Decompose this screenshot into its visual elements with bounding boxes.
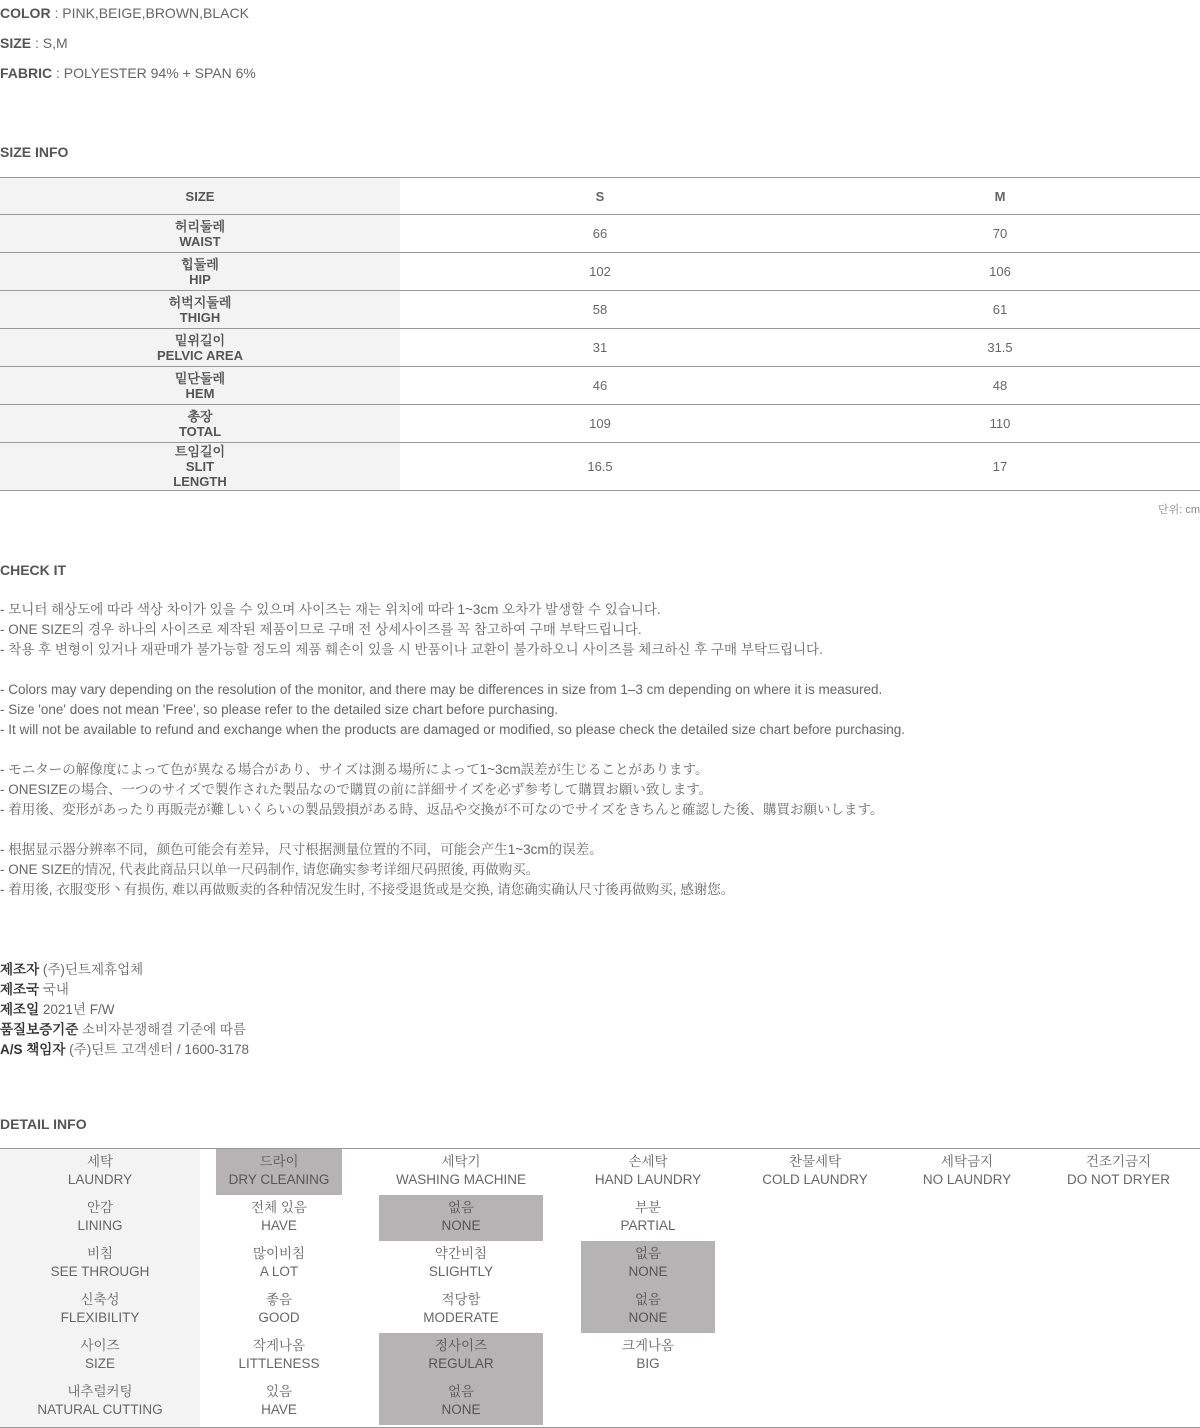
- cell-s: 102: [589, 264, 611, 279]
- maker-value: (주)딘트제휴업체: [42, 962, 144, 977]
- detail-info-title: DETAIL INFO: [0, 1116, 87, 1132]
- detail-option: [1037, 1149, 1200, 1195]
- notes-japanese: [0, 760, 905, 820]
- detail-option-ko: 전체 있음: [251, 1200, 307, 1215]
- detail-option-ko: 세탁기: [441, 1154, 481, 1169]
- note-line: - ONE SIZE的情况, 代表此商品只以单一尺码制作, 请您确实参考详细尺码照後, 再做购买。: [0, 862, 540, 877]
- detail-option-ko: 건조기금지: [1085, 1154, 1152, 1169]
- cell-m: 61: [992, 302, 1008, 317]
- detail-option: [379, 1241, 543, 1287]
- color-value: PINK,BEIGE,BROWN,BLACK: [62, 5, 249, 21]
- cell-m: 31.5: [987, 340, 1013, 355]
- detail-option-en: NONE: [441, 1402, 481, 1417]
- size-table: [0, 177, 1200, 491]
- row-label-en: SLIT: [185, 459, 215, 474]
- row-label-ko: 힙둘레: [181, 256, 219, 272]
- check-it-title: CHECK IT: [0, 562, 67, 578]
- detail-option-selected: [581, 1287, 715, 1333]
- cell-s: 58: [592, 302, 608, 317]
- maker-label: 제조일: [0, 1002, 40, 1017]
- table-row: [0, 329, 1200, 367]
- detail-option: [581, 1149, 715, 1195]
- maker-label: 제조국: [0, 982, 40, 997]
- detail-option-en: COLD LAUNDRY: [762, 1172, 868, 1187]
- maker-row: [0, 1000, 249, 1020]
- detail-label-en: FLEXIBILITY: [60, 1310, 140, 1325]
- detail-info-grid: [0, 1148, 1200, 1428]
- detail-option: [903, 1149, 1031, 1195]
- color-label: COLOR: [0, 5, 51, 21]
- detail-label-ko: 안감: [86, 1200, 114, 1215]
- table-row: [0, 405, 1200, 443]
- detail-label-en: LINING: [77, 1218, 123, 1233]
- detail-label-en: LAUNDRY: [67, 1172, 133, 1187]
- detail-option-en: NONE: [441, 1218, 481, 1233]
- row-label-ko: 밑단둘레: [174, 370, 226, 386]
- detail-option-en: HAVE: [261, 1218, 297, 1233]
- detail-row-label: [0, 1333, 200, 1379]
- cell-m: 106: [989, 264, 1011, 279]
- row-label: [0, 215, 400, 253]
- detail-option-en: NONE: [628, 1310, 668, 1325]
- detail-option-en: WASHING MACHINE: [395, 1172, 526, 1187]
- detail-label-ko: 신축성: [80, 1292, 120, 1307]
- detail-row-label: [0, 1287, 200, 1333]
- size-line: SIZE : S,M: [0, 35, 68, 51]
- detail-option-en: LITTLENESS: [238, 1356, 320, 1371]
- row-label-en: THIGH: [179, 309, 221, 325]
- notes-korean: [0, 600, 905, 660]
- cell-s: 66: [592, 226, 608, 241]
- cell-m: 17: [992, 459, 1008, 474]
- detail-option-ko: 작게나옴: [252, 1338, 306, 1353]
- row-label-en: HEM: [185, 385, 215, 401]
- detail-option-en: REGULAR: [428, 1356, 494, 1371]
- size-info-title: SIZE INFO: [0, 144, 69, 160]
- detail-option: [216, 1241, 342, 1287]
- detail-label-en: SEE THROUGH: [50, 1264, 150, 1279]
- detail-option: [216, 1195, 342, 1241]
- row-label-en: PELVIC AREA: [157, 347, 243, 363]
- detail-option-en: MODERATE: [423, 1310, 499, 1325]
- size-label: SIZE: [0, 35, 32, 51]
- detail-option-ko: 있음: [265, 1384, 293, 1399]
- detail-option-en: DO NOT DRYER: [1066, 1172, 1171, 1187]
- detail-option: [748, 1149, 882, 1195]
- detail-label-en: SIZE: [84, 1356, 115, 1371]
- detail-option-selected: [216, 1149, 342, 1195]
- row-label-en: HIP: [189, 271, 211, 287]
- detail-option-ko: 적당함: [441, 1292, 481, 1307]
- detail-option-ko: 없음: [634, 1246, 662, 1261]
- row-label-ko: 총장: [187, 408, 213, 424]
- detail-option-en: A LOT: [259, 1264, 299, 1279]
- cell-s: 16.5: [587, 459, 613, 474]
- detail-option: [379, 1149, 543, 1195]
- detail-option-ko: 찬물세탁: [788, 1154, 842, 1169]
- detail-label-en: NATURAL CUTTING: [37, 1402, 163, 1417]
- note-line: - ONE SIZE의 경우 하나의 사이즈로 제작된 제품이므로 구매 전 상세사이즈를 꼭 참고하여 구매 부탁드립니다.: [0, 622, 642, 637]
- cell-s: 109: [589, 416, 611, 431]
- note-line: - ONESIZEの場合、一つのサイズで製作された製品なので購買の前に詳細サイズを必ず参考して購買お願い致します。: [0, 782, 713, 797]
- table-row: [0, 367, 1200, 405]
- check-it-notes: [0, 600, 905, 920]
- note-line: - It will not be available to refund and exchange when the products are damaged or modified, so please check the detailed size chart before purchasing.: [0, 722, 906, 737]
- size-header-m: M: [994, 188, 1006, 204]
- maker-label: A/S 책임자: [0, 1042, 66, 1057]
- detail-option-en: NONE: [628, 1264, 668, 1279]
- detail-option-ko: 없음: [447, 1384, 475, 1399]
- detail-option: [216, 1379, 342, 1425]
- detail-option-en: GOOD: [258, 1310, 300, 1325]
- detail-option-en: HAND LAUNDRY: [594, 1172, 702, 1187]
- detail-option-en: DRY CLEANING: [228, 1172, 330, 1187]
- cell-m: 48: [992, 378, 1008, 393]
- maker-row: [0, 1040, 249, 1060]
- table-row: [0, 291, 1200, 329]
- size-table-header: [0, 178, 1200, 215]
- detail-option-ko: 부분: [634, 1200, 662, 1215]
- maker-value: 국내: [42, 982, 69, 997]
- row-label: [0, 367, 400, 405]
- cell-m: 70: [992, 226, 1008, 241]
- note-line: - Size 'one' does not mean 'Free', so please refer to the detailed size chart before purchasing.: [0, 702, 559, 717]
- maker-row: [0, 980, 249, 1000]
- row-label: [0, 291, 400, 329]
- cell-s: 46: [592, 378, 608, 393]
- table-row: [0, 215, 1200, 253]
- row-label: [0, 329, 400, 367]
- row-label: [0, 443, 400, 491]
- row-label-ko: 트임길이: [174, 444, 226, 459]
- row-label: [0, 405, 400, 443]
- detail-row-label: [0, 1149, 200, 1195]
- row-label: [0, 253, 400, 291]
- note-line: - 모니터 해상도에 따라 색상 차이가 있을 수 있으며 사이즈는 재는 위치에 따라 1~3cm 오차가 발생할 수 있습니다.: [0, 602, 661, 617]
- row-label-en: TOTAL: [178, 423, 222, 439]
- detail-option-ko: 많이비침: [252, 1246, 306, 1261]
- detail-option: [216, 1287, 342, 1333]
- detail-label-ko: 사이즈: [80, 1338, 120, 1353]
- detail-option-en: SLIGHTLY: [428, 1264, 494, 1279]
- detail-label-ko: 비침: [86, 1246, 114, 1261]
- maker-label: 제조자: [0, 962, 40, 977]
- note-line: - Colors may vary depending on the resolution of the monitor, and there may be differences in size from 1–3 cm depending on where it is measured.: [0, 682, 883, 697]
- note-line: - 着用後, 衣服变形丶有损伤, 难以再做贩卖的各种情况发生时, 不接受退货或是交换, 请您确实确认尺寸後再做购买, 感谢您。: [0, 882, 735, 897]
- note-line: - モニターの解像度によって色が異なる場合があり、サイズは測る場所によって1~3cm誤差が生じることがあります。: [0, 762, 709, 777]
- manufacturer-info: [0, 960, 249, 1060]
- detail-option-en: HAVE: [261, 1402, 297, 1417]
- row-label-ko: 허벅지둘레: [168, 294, 232, 310]
- detail-option-ko: 세탁금지: [940, 1154, 994, 1169]
- detail-option-ko: 손세탁: [628, 1154, 668, 1169]
- note-line: - 根据显示器分辨率不同，颜色可能会有差异，尺寸根据测量位置的不同，可能会产生1~3cm的误差。: [0, 842, 603, 857]
- maker-value: 소비자분쟁해결 기준에 따름: [82, 1022, 247, 1037]
- row-label-en-2: LENGTH: [173, 474, 227, 489]
- detail-option-ko: 없음: [447, 1200, 475, 1215]
- detail-label-ko: 내추럴커팅: [67, 1384, 133, 1399]
- maker-value: 2021년 F/W: [42, 1002, 115, 1017]
- detail-row-label: [0, 1379, 200, 1425]
- detail-option: [581, 1333, 715, 1379]
- size-header-label: SIZE: [0, 178, 400, 215]
- detail-row-label: [0, 1195, 200, 1241]
- cell-s: 31: [592, 340, 608, 355]
- detail-option-en: BIG: [636, 1356, 660, 1371]
- unit-note: 단위: cm: [1157, 504, 1200, 516]
- row-label-ko: 밑위길이: [174, 332, 226, 348]
- notes-chinese: [0, 840, 905, 900]
- detail-option: [581, 1195, 715, 1241]
- detail-option-ko: 정사이즈: [434, 1338, 488, 1353]
- detail-option-selected: [379, 1379, 543, 1425]
- maker-row: [0, 960, 249, 980]
- color-line: COLOR : PINK,BEIGE,BROWN,BLACK: [0, 5, 249, 21]
- detail-option: [216, 1333, 342, 1379]
- fabric-label: FABRIC: [0, 65, 53, 81]
- note-line: - 着用後、変形があったり再販売が難しいくらいの製品毀損がある時、返品や交換が不可なのでサイズをきちんと確認した後、購買お願いします。: [0, 802, 884, 817]
- size-value: S,M: [42, 35, 68, 51]
- row-label-ko: 허리둘레: [174, 218, 226, 234]
- detail-option-en: NO LAUNDRY: [922, 1172, 1012, 1187]
- row-label-en: WAIST: [179, 233, 221, 249]
- detail-option-en: PARTIAL: [620, 1218, 676, 1233]
- detail-row-label: [0, 1241, 200, 1287]
- detail-option-selected: [379, 1333, 543, 1379]
- table-row: [0, 443, 1200, 491]
- detail-option-ko: 크게나옴: [621, 1338, 675, 1353]
- maker-label: 품질보증기준: [0, 1022, 79, 1037]
- fabric-line: FABRIC : POLYESTER 94% + SPAN 6%: [0, 65, 256, 81]
- maker-value: (주)딘트 고객센터 / 1600-3178: [69, 1042, 249, 1057]
- detail-option-ko: 없음: [634, 1292, 662, 1307]
- detail-option-ko: 약간비침: [434, 1246, 488, 1261]
- fabric-value: POLYESTER 94% + SPAN 6%: [63, 65, 256, 81]
- detail-option-ko: 좋음: [265, 1292, 293, 1307]
- note-line: - 착용 후 변형이 있거나 재판매가 불가능할 정도의 제품 훼손이 있을 시 반품이나 교환이 불가하오니 사이즈를 체크하신 후 구매 부탁드립니다.: [0, 642, 823, 657]
- detail-option-selected: [581, 1241, 715, 1287]
- size-header-s: S: [595, 188, 605, 204]
- cell-m: 110: [989, 416, 1011, 431]
- notes-english: [0, 680, 905, 740]
- detail-option: [379, 1287, 543, 1333]
- maker-row: [0, 1020, 249, 1040]
- detail-option-selected: [379, 1195, 543, 1241]
- table-row: [0, 253, 1200, 291]
- detail-label-ko: 세탁: [86, 1154, 114, 1169]
- detail-option-ko: 드라이: [259, 1154, 299, 1169]
